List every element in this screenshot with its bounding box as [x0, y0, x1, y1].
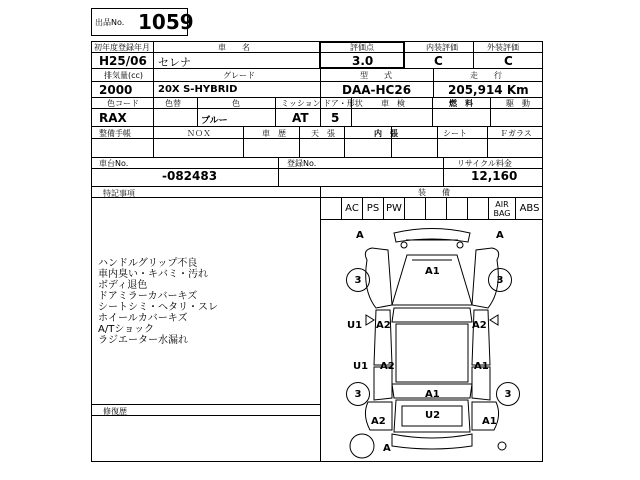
equip-ac: AC — [345, 203, 359, 214]
damage-right-front-door: A2 — [472, 320, 487, 331]
damage-front-right-corner: A — [496, 230, 504, 241]
equipment-header: 装 備 — [418, 188, 450, 197]
color-code-value: RAX — [99, 111, 127, 125]
damage-rear-left-wheel: 3 — [346, 382, 370, 406]
exterior-grade-value: C — [504, 54, 513, 68]
chassis-no-label: 車台No. — [99, 159, 129, 168]
interior-trim-label: 内 張 — [374, 129, 398, 138]
damage-right-rear-door: A1 — [474, 361, 489, 372]
remark-line: ハンドルグリップ不良 — [98, 258, 198, 269]
remark-line: ボディ退色 — [98, 280, 148, 291]
doors-value: 5 — [331, 111, 340, 125]
color-change-label: 色替 — [165, 99, 181, 108]
service-record-label: 整備手帳 — [99, 129, 131, 138]
interior-grade-label: 内装評価 — [426, 43, 458, 52]
damage-left-fender: U1 — [347, 320, 363, 331]
equip-ps: PS — [366, 203, 380, 214]
remark-line: シートシミ・ヘタリ・スレ — [98, 302, 218, 313]
damage-rear-right-wheel: 3 — [496, 382, 520, 406]
chassis-no-value: -082483 — [162, 169, 218, 183]
damage-left-rear-door-2: A2 — [380, 361, 395, 372]
score-value: 3.0 — [352, 54, 374, 68]
nox-label: ＮＯＸ — [187, 129, 211, 138]
lot-label: 出品No. — [95, 18, 125, 27]
car-name-label: 車 名 — [218, 43, 250, 52]
color-value: ブルー — [201, 116, 228, 126]
lot-number: 1059 — [138, 10, 194, 34]
front-glass-label: Ｆガラス — [500, 129, 532, 138]
remark-line: ラジエーター水漏れ — [98, 335, 188, 346]
remark-line: A/Tショック — [98, 324, 155, 335]
car-damage-diagram — [322, 220, 542, 460]
repair-history-header: 修復歴 — [103, 407, 127, 416]
remark-line: 車内臭い・キバミ・汚れ — [98, 269, 208, 280]
doors-label: ドア・形状 — [323, 99, 363, 108]
seat-label: シート — [443, 129, 467, 138]
damage-left-front-door: A2 — [376, 320, 391, 331]
transmission-label: ミッション — [281, 99, 321, 108]
registration-no-label: 登録No. — [287, 159, 317, 168]
recycle-fee-value: 12,160 — [471, 169, 518, 183]
damage-front-left-corner: A — [356, 230, 364, 241]
damage-spare-area: A — [383, 443, 391, 454]
remarks-header: 特記事項 — [103, 189, 135, 198]
remark-line: ドアミラーカバーキズ — [98, 291, 198, 302]
grade-label: グレード — [223, 71, 255, 80]
drive-label: 駆 動 — [506, 99, 530, 108]
damage-hood: A1 — [425, 266, 440, 277]
exterior-grade-label: 外装評価 — [487, 43, 519, 52]
color-code-label: 色コード — [107, 99, 139, 108]
damage-back-door: U2 — [425, 410, 441, 421]
damage-front-left-wheel: 3 — [346, 268, 370, 292]
color-label: 色 — [232, 99, 240, 108]
mileage-label: 走 行 — [470, 71, 502, 80]
grade-value: 20X S-HYBRID — [158, 84, 238, 95]
car-name-value: セレナ — [158, 56, 191, 69]
inspection-label: 車 検 — [381, 99, 405, 108]
fuel-label: 燃 料 — [449, 99, 473, 108]
displacement-label: 排気量(cc) — [104, 71, 144, 80]
damage-front-right-wheel: 3 — [488, 268, 512, 292]
damage-rear-right-corner: A1 — [482, 416, 497, 427]
equip-airbag: AIR BAG — [493, 199, 511, 218]
model-code-value: DAA-HC26 — [342, 83, 412, 97]
remark-line: ホイールカバーキズ — [98, 313, 188, 324]
score-label: 評価点 — [350, 43, 374, 52]
damage-rear-left-corner: A2 — [371, 416, 386, 427]
equip-pw: PW — [386, 203, 402, 214]
model-code-label: 型 式 — [360, 71, 392, 80]
interior-grade-value: C — [434, 54, 443, 68]
mileage-value: 205,914 Km — [448, 83, 529, 97]
recycle-fee-label: リサイクル料金 — [457, 159, 512, 168]
damage-left-rear-door: U1 — [353, 361, 369, 372]
vehicle-history-label: 車 歴 — [262, 129, 286, 138]
displacement-value: 2000 — [99, 83, 133, 97]
damage-rear-panel: A1 — [425, 389, 440, 400]
headliner-label: 天 張 — [311, 129, 335, 138]
first-reg-value: H25/06 — [99, 54, 147, 68]
equip-abs: ABS — [519, 203, 540, 214]
transmission-value: AT — [292, 111, 309, 125]
first-reg-label: 初年度登録年月 — [94, 43, 150, 52]
